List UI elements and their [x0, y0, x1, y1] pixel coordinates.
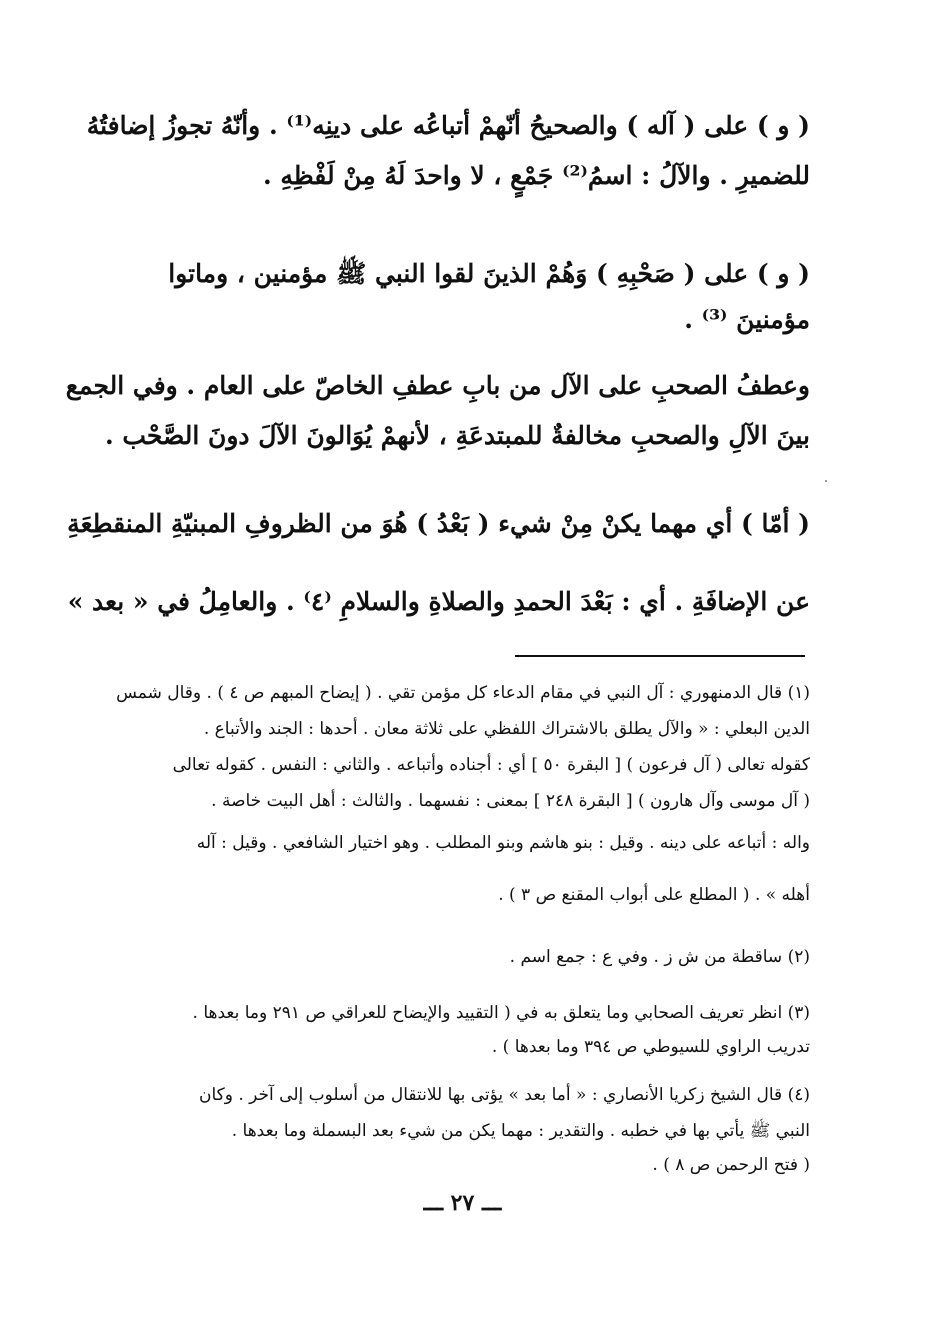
- main-text-line-1: ( و ) على ( آله ) والصحيحُ أنّهمْ أتباعُه على دينِه⁽¹⁾ . وأنّهُ تجوزُ إضافتُهُ: [86, 111, 810, 140]
- main-text-line-6: بينَ الآلِ والصحبِ مخالفةٌ للمبتدعَةِ ، لأنهمْ يُوَالونَ الآلَ دونَ الصَّحْب .: [104, 421, 810, 450]
- footnote-line-5: واله : أتباعه على دينه . وقيل : بنو هاشم وبنو المطلب . وهو اختيار الشافعي . وقيل : آله: [196, 833, 810, 853]
- main-text-line-7: ( أمّا ) أي مهما يكنْ مِنْ شيء ( بَعْدُ ) هُوَ من الظروفِ المبنيّةِ المنقطِعَةِ: [67, 509, 810, 538]
- footnote-line-11: النبي ﷺ يأتي بها في خطبه . والتقدير : مهما يكن من شيء بعد البسملة وما بعدها .: [231, 1121, 810, 1141]
- footnote-line-2: الدين البعلي : « والآل يطلق بالاشتراك اللفظي على ثلاثة معان . أحدها : الجند والأتباع .: [203, 719, 810, 739]
- footnote-line-10: (٤) قال الشيخ زكريا الأنصاري : « أما بعد » يؤتى بها للانتقال من أسلوب إلى آخر . وكان: [198, 1085, 810, 1105]
- footnote-line-4: ( آل موسى وآل هارون ) [ البقرة ٢٤٨ ] بمعنى : نفسهما . والثالث : أهل البيت خاصة .: [211, 791, 810, 811]
- scan-speck: [825, 480, 827, 482]
- footnote-line-12: ( فتح الرحمن ص ٨ ) .: [652, 1155, 810, 1175]
- footnote-line-3: كقوله تعالى ( آل فرعون ) [ البقرة ٥٠ ] أي : أجناده وأتباعه . والثاني : النفس . كقوله تعالى: [172, 755, 810, 775]
- main-text-line-3: ( و ) على ( صَحْبِهِ ) وَهُمْ الذينَ لقوا النبي ﷺ مؤمنين ، وماتوا: [168, 259, 810, 288]
- footnote-separator: [515, 655, 805, 657]
- main-text-line-5: وعطفُ الصحبِ على الآل من بابِ عطفِ الخاصّ على العام . وفي الجمع: [65, 371, 810, 400]
- main-text-line-8: عن الإضافَةِ . أي : بَعْدَ الحمدِ والصلاةِ والسلامِ ⁽٤⁾ . والعامِلُ في « بعد »: [67, 587, 810, 616]
- footnote-line-1: (١) قال الدمنهوري : آل النبي في مقام الدعاء كل مؤمن تقي . ( إيضاح المبهم ص ٤ ) . وقال شمس: [116, 683, 810, 703]
- page-number: ـــ ٢٧ ـــ: [423, 1190, 502, 1216]
- main-text-line-4: مؤمنينَ ⁽³⁾ .: [684, 305, 810, 334]
- footnote-line-7: (٢) ساقطة من ش ز . وفي ع : جمع اسم .: [509, 947, 810, 967]
- footnote-line-6: أهله » . ( المطلع على أبواب المقنع ص ٣ ) .: [498, 885, 810, 905]
- main-text-line-2: للضميرِ . والآلُ : اسمُ⁽²⁾ جَمْعٍ ، لا واحدَ لَهُ مِنْ لَفْظِهِ .: [262, 161, 810, 190]
- footnote-line-8: (٣) انظر تعريف الصحابي وما يتعلق به في ( التقييد والإيضاح للعراقي ص ٢٩١ وما بعدها .: [192, 1003, 810, 1023]
- footnote-line-9: تدريب الراوي للسيوطي ص ٣٩٤ وما بعدها ) .: [491, 1037, 810, 1057]
